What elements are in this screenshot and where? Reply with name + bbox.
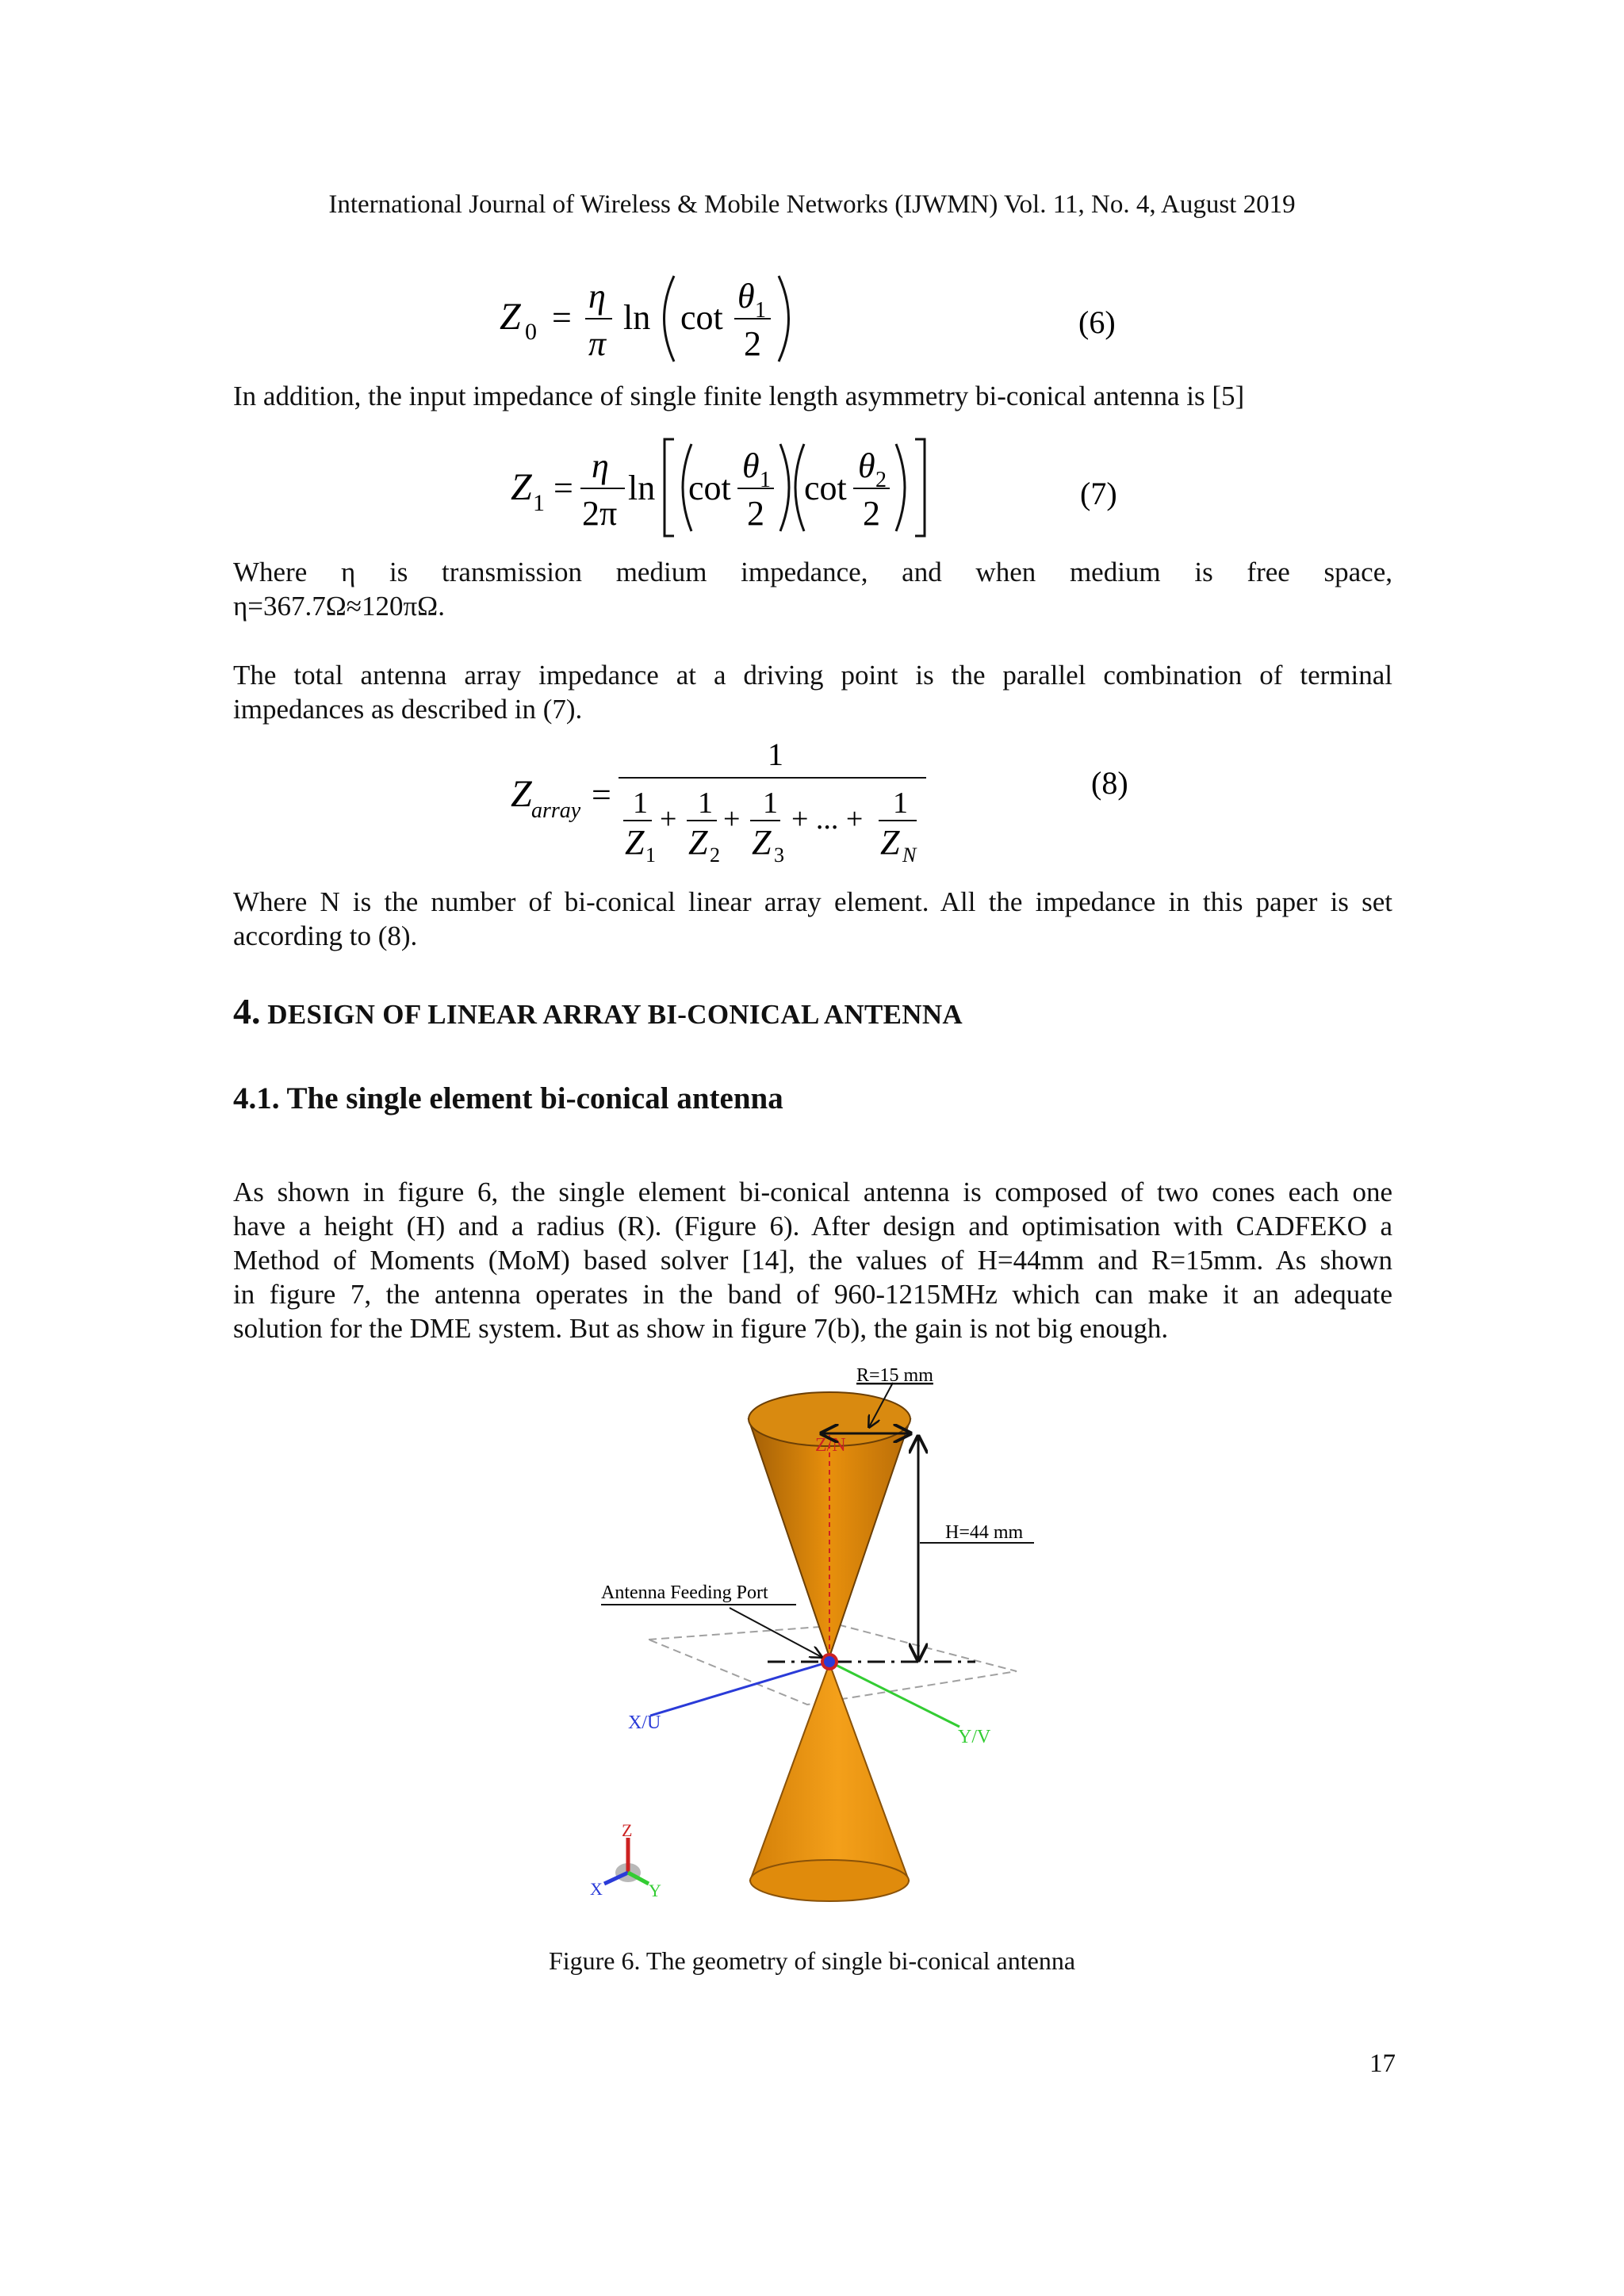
eq7-rbracket (915, 439, 925, 536)
eq6-theta-sub: 1 (755, 298, 766, 323)
eq6-cot: cot (680, 298, 723, 337)
section-heading (233, 991, 1392, 1031)
triad-x-label: X (590, 1879, 603, 1899)
eq7-ln: ln (628, 469, 656, 507)
eq6-rparen (779, 276, 789, 362)
eq6-equals: = (552, 298, 572, 337)
axis-triad-icon (590, 1820, 661, 1900)
eq7-rparen-1 (780, 444, 789, 531)
eq7-equals: = (553, 469, 573, 507)
paragraph-n-elements-line1: Where N is the number of bi-conical linear array element. All the impedance in this paper is set (233, 886, 1392, 917)
page-number: 17 (1369, 2049, 1396, 2078)
eq7-theta-2: θ (858, 446, 875, 485)
eq8-t3-num: 1 (763, 786, 778, 820)
eq8-tn-z: Z (880, 823, 900, 862)
eq8-plus-2: + (723, 802, 741, 836)
label-yv: Y/V (958, 1727, 991, 1747)
eq8-numerator: 1 (768, 737, 783, 772)
eq8-equals: = (592, 775, 611, 814)
paragraph-design-line3: Method of Moments (MoM) based solver [14], the values of H=44mm and R=15mm. As shown (233, 1245, 1392, 1276)
label-feed-port: Antenna Feeding Port (601, 1582, 768, 1603)
eq7-cot-1: cot (688, 469, 731, 507)
eq7-two-1: 2 (747, 494, 764, 533)
eq8-tn-num: 1 (893, 786, 908, 820)
eq8-dots: + ... + (791, 802, 864, 836)
eq7-two-2: 2 (863, 494, 880, 533)
paragraph-eta-line2: η=367.7Ω≈120πΩ. (233, 591, 445, 622)
equation-7 (476, 428, 1269, 547)
triad-z-label: Z (622, 1820, 633, 1840)
eq6-ln: ln (623, 298, 651, 337)
paragraph-eta-line1: Where η is transmission medium impedance, and when medium is free space, (233, 557, 1392, 587)
eq8-tn-sub: N (902, 844, 917, 867)
paragraph-total-impedance-line2: impedances as described in (7). (233, 694, 583, 725)
eq7-number: (7) (1080, 476, 1117, 511)
label-xu: X/U (628, 1712, 661, 1733)
eq7-theta2-sub: 2 (875, 468, 887, 492)
eq6-coef-num: η (588, 277, 606, 316)
eq7-cot-2: cot (804, 469, 847, 507)
eq7-lhs: Z (511, 466, 532, 508)
eq7-theta-1: θ (742, 446, 760, 485)
triad-y-label: Y (649, 1881, 661, 1900)
section-title: DESIGN OF LINEAR ARRAY BI-CONICAL ANTENNA (267, 999, 963, 1030)
bottom-cone-base (750, 1860, 909, 1901)
eq6-coef-den: π (588, 324, 607, 363)
section-number: 4. (233, 991, 261, 1031)
eq7-coef-num: η (592, 446, 609, 485)
eq8-number: (8) (1091, 765, 1128, 801)
eq6-theta: θ (737, 277, 755, 316)
eq8-t2-z: Z (688, 823, 708, 862)
eq8-plus-1: + (660, 802, 677, 836)
label-radius: R=15 mm (856, 1365, 933, 1386)
eq6-two: 2 (744, 324, 761, 363)
eq7-coef-den: 2π (582, 494, 618, 533)
equation-8 (476, 733, 1269, 876)
eq6-lparen (665, 276, 675, 362)
paragraph-design-line2: have a height (H) and a radius (R). (Figure 6). After design and optimisation with CADFEKO a (233, 1211, 1392, 1242)
eq8-t3-sub: 3 (774, 844, 784, 867)
bottom-cone (750, 1663, 909, 1881)
paragraph-design-line1: As shown in figure 6, the single element bi-conical antenna is composed of two cones each one (233, 1177, 1392, 1207)
eq8-t2-num: 1 (698, 786, 713, 820)
eq8-t1-sub: 1 (645, 844, 656, 867)
running-header: International Journal of Wireless & Mobile Networks (IJWMN) Vol. 11, No. 4, August 2019 (328, 190, 1296, 219)
eq7-lhs-sub: 1 (533, 490, 545, 516)
equation-6 (476, 262, 1269, 373)
eq8-t3-z: Z (752, 823, 772, 862)
eq6-lhs: Z (500, 296, 521, 338)
eq6-number: (6) (1078, 304, 1116, 340)
eq8-lhs-sub: array (531, 798, 581, 823)
eq7-lbracket (665, 439, 674, 536)
paragraph-design-line4: in figure 7, the antenna operates in the band of 960-1215MHz which can make it an adequate (233, 1279, 1392, 1310)
eq7-lparen-2 (795, 444, 804, 531)
paragraph-design-line5: solution for the DME system. But as show in figure 7(b), the gain is not big enough. (233, 1313, 1169, 1344)
paragraph-total-impedance-line1: The total antenna array impedance at a driving point is the parallel combination of terminal (233, 660, 1392, 691)
eq8-t2-sub: 2 (710, 844, 720, 867)
eq6-lhs-sub: 0 (525, 319, 537, 345)
eq8-lhs: Z (511, 773, 532, 815)
eq7-rparen-2 (896, 444, 905, 531)
eq7-theta1-sub: 1 (760, 468, 771, 492)
label-height: H=44 mm (945, 1522, 1024, 1543)
eq8-t1-num: 1 (633, 786, 648, 820)
paragraph-n-elements-line2: according to (8). (233, 920, 418, 951)
figure-caption: Figure 6. The geometry of single bi-conical antenna (548, 1946, 1076, 1975)
feeding-port-dot (822, 1655, 837, 1669)
label-zn: Z/N (815, 1435, 846, 1456)
eq8-t1-z: Z (625, 823, 645, 862)
figure-biconical-antenna (555, 1348, 1078, 1934)
x-axis-line (650, 1662, 829, 1716)
subsection-heading: 4.1. The single element bi-conical antenna (233, 1081, 783, 1115)
paragraph-input-impedance: In addition, the input impedance of single finite length asymmetry bi-conical antenna is [5] (233, 381, 1245, 411)
